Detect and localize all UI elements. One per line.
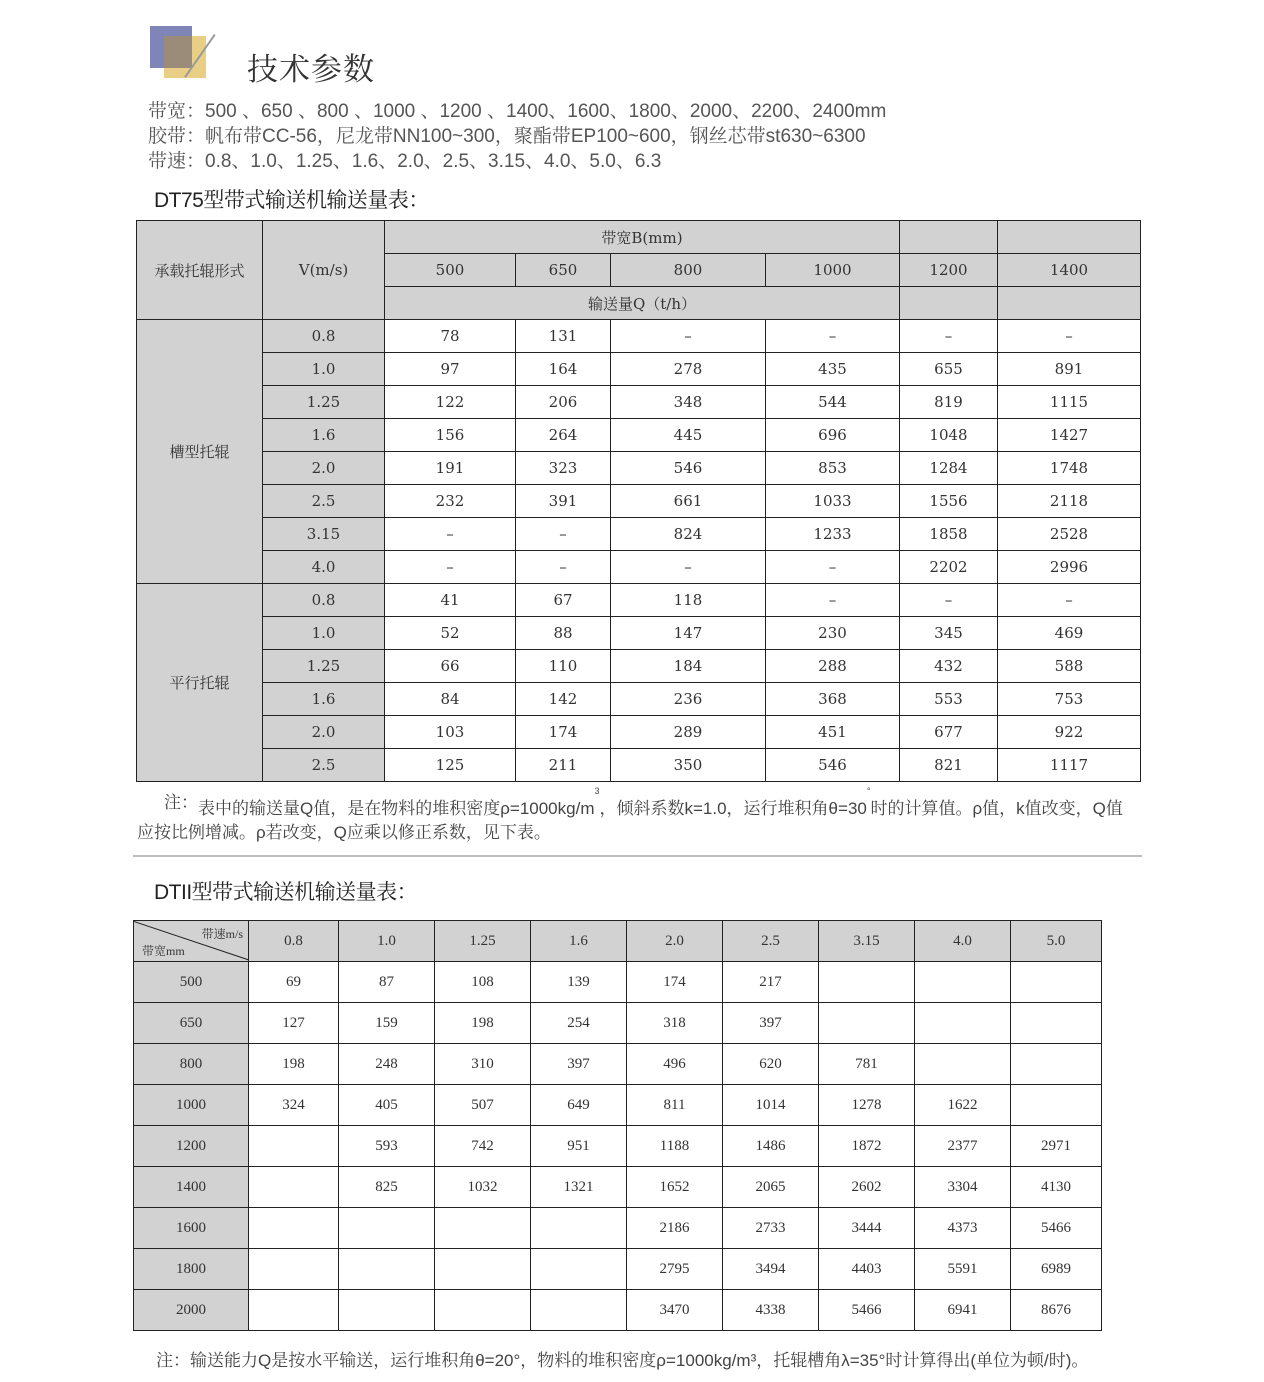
capacity-cell: 1748 bbox=[998, 452, 1141, 485]
table-row bbox=[137, 485, 1141, 518]
capacity-cell: – bbox=[900, 584, 998, 617]
header-speed-0.8: 0.8 bbox=[249, 921, 339, 962]
capacity-cell bbox=[339, 1208, 435, 1249]
table-row bbox=[137, 584, 1141, 617]
capacity-cell: 350 bbox=[611, 749, 766, 782]
capacity-cell: 3470 bbox=[627, 1290, 723, 1331]
capacity-cell: 164 bbox=[516, 353, 611, 386]
header-speed-2.0: 2.0 bbox=[627, 921, 723, 962]
dt75-note-line-2: 应按比例增减。ρ若改变，Q应乘以修正系数，见下表。 bbox=[137, 823, 551, 842]
capacity-cell: 4130 bbox=[1011, 1167, 1102, 1208]
capacity-cell: 108 bbox=[435, 962, 531, 1003]
capacity-cell: 742 bbox=[435, 1126, 531, 1167]
capacity-cell bbox=[1011, 962, 1102, 1003]
corner-width-label: 带宽mm bbox=[142, 944, 185, 958]
header-capacity-q: 输送量Q（t/h） bbox=[385, 287, 900, 320]
capacity-cell: 405 bbox=[339, 1085, 435, 1126]
capacity-cell: 289 bbox=[611, 716, 766, 749]
capacity-cell bbox=[531, 1290, 627, 1331]
table-row bbox=[134, 1249, 1102, 1290]
capacity-cell: 5466 bbox=[1011, 1208, 1102, 1249]
table-row bbox=[134, 1003, 1102, 1044]
table-row bbox=[137, 386, 1141, 419]
capacity-cell: 184 bbox=[611, 650, 766, 683]
capacity-cell: 445 bbox=[611, 419, 766, 452]
capacity-cell: 254 bbox=[531, 1003, 627, 1044]
capacity-cell bbox=[435, 1249, 531, 1290]
speed-cell: 0.8 bbox=[263, 320, 385, 353]
table-row bbox=[137, 617, 1141, 650]
dt75-note-sup-1: 3 bbox=[594, 786, 600, 796]
dtii-note: 注：输送能力Q是按水平输送，运行堆积角θ=20°，物料的堆积密度ρ=1000kg/m³，托辊槽角λ=35°时计算得出(单位为顿/时)。 bbox=[156, 1351, 1089, 1370]
header-empty-cell bbox=[900, 221, 998, 254]
capacity-cell bbox=[819, 1003, 915, 1044]
dt75-table-body bbox=[137, 221, 1141, 782]
capacity-cell bbox=[915, 1003, 1011, 1044]
capacity-cell: 8676 bbox=[1011, 1290, 1102, 1331]
capacity-cell: 391 bbox=[516, 485, 611, 518]
speed-cell: 1.25 bbox=[263, 386, 385, 419]
capacity-cell bbox=[531, 1208, 627, 1249]
capacity-cell: 2528 bbox=[998, 518, 1141, 551]
capacity-cell bbox=[249, 1126, 339, 1167]
table-row bbox=[134, 1208, 1102, 1249]
dt75-table-title: DT75型带式输送机输送量表： bbox=[154, 189, 429, 212]
capacity-cell: 103 bbox=[385, 716, 516, 749]
belt-width-cell: 2000 bbox=[134, 1290, 249, 1331]
capacity-cell: 2733 bbox=[723, 1208, 819, 1249]
capacity-cell: 507 bbox=[435, 1085, 531, 1126]
capacity-cell: 397 bbox=[531, 1044, 627, 1085]
capacity-cell: 451 bbox=[766, 716, 900, 749]
capacity-cell: 174 bbox=[516, 716, 611, 749]
header-width-1400: 1400 bbox=[998, 254, 1141, 287]
capacity-cell bbox=[435, 1290, 531, 1331]
belt-width-cell: 1400 bbox=[134, 1167, 249, 1208]
speed-cell: 1.0 bbox=[263, 353, 385, 386]
capacity-cell bbox=[249, 1167, 339, 1208]
capacity-cell: 753 bbox=[998, 683, 1141, 716]
capacity-cell: – bbox=[766, 551, 900, 584]
capacity-cell: 1858 bbox=[900, 518, 998, 551]
capacity-cell: 1321 bbox=[531, 1167, 627, 1208]
capacity-cell: 78 bbox=[385, 320, 516, 353]
capacity-cell: 853 bbox=[766, 452, 900, 485]
capacity-cell bbox=[1011, 1085, 1102, 1126]
corner-header-cell bbox=[134, 921, 249, 962]
table-row bbox=[137, 716, 1141, 749]
capacity-cell: 236 bbox=[611, 683, 766, 716]
capacity-cell: 217 bbox=[723, 962, 819, 1003]
roller-type-cell: 槽型托辊 bbox=[137, 320, 263, 584]
table-row bbox=[137, 452, 1141, 485]
capacity-cell: – bbox=[385, 551, 516, 584]
capacity-cell: 496 bbox=[627, 1044, 723, 1085]
capacity-cell: 4338 bbox=[723, 1290, 819, 1331]
capacity-cell: 1033 bbox=[766, 485, 900, 518]
capacity-cell: – bbox=[385, 518, 516, 551]
capacity-cell: 4403 bbox=[819, 1249, 915, 1290]
capacity-cell: 1652 bbox=[627, 1167, 723, 1208]
header-speed-5.0: 5.0 bbox=[1011, 921, 1102, 962]
capacity-cell: 6989 bbox=[1011, 1249, 1102, 1290]
dt75-note-label: 注： bbox=[164, 793, 198, 812]
capacity-cell: 435 bbox=[766, 353, 900, 386]
capacity-cell: 825 bbox=[339, 1167, 435, 1208]
dtii-header-row bbox=[134, 921, 1102, 962]
capacity-cell: 97 bbox=[385, 353, 516, 386]
dt75-capacity-table bbox=[136, 220, 1141, 782]
capacity-cell: 819 bbox=[900, 386, 998, 419]
capacity-cell: 2602 bbox=[819, 1167, 915, 1208]
capacity-cell: 469 bbox=[998, 617, 1141, 650]
capacity-cell: 2996 bbox=[998, 551, 1141, 584]
table-row bbox=[134, 1126, 1102, 1167]
capacity-cell: 69 bbox=[249, 962, 339, 1003]
capacity-cell: 432 bbox=[900, 650, 998, 683]
capacity-cell: 1233 bbox=[766, 518, 900, 551]
header-empty-cell bbox=[998, 287, 1141, 320]
header-speed-1.6: 1.6 bbox=[531, 921, 627, 962]
capacity-cell: 4373 bbox=[915, 1208, 1011, 1249]
capacity-cell: 198 bbox=[435, 1003, 531, 1044]
capacity-cell: 198 bbox=[249, 1044, 339, 1085]
capacity-cell: 824 bbox=[611, 518, 766, 551]
capacity-cell: – bbox=[611, 551, 766, 584]
capacity-cell bbox=[339, 1290, 435, 1331]
capacity-cell: 588 bbox=[998, 650, 1141, 683]
capacity-cell: 6941 bbox=[915, 1290, 1011, 1331]
capacity-cell: 1278 bbox=[819, 1085, 915, 1126]
capacity-cell: 1486 bbox=[723, 1126, 819, 1167]
speed-cell: 2.5 bbox=[263, 749, 385, 782]
capacity-cell: – bbox=[998, 320, 1141, 353]
spec-belt-speed: 带速：0.8、1.0、1.25、1.6、2.0、2.5、3.15、4.0、5.0、6.3 bbox=[148, 151, 662, 172]
header-width-650: 650 bbox=[516, 254, 611, 287]
capacity-cell bbox=[249, 1208, 339, 1249]
section-divider bbox=[133, 855, 1142, 857]
capacity-cell: 156 bbox=[385, 419, 516, 452]
capacity-cell: 1032 bbox=[435, 1167, 531, 1208]
capacity-cell: 174 bbox=[627, 962, 723, 1003]
table-row bbox=[137, 650, 1141, 683]
capacity-cell: – bbox=[998, 584, 1141, 617]
capacity-cell: 345 bbox=[900, 617, 998, 650]
capacity-cell: – bbox=[516, 518, 611, 551]
corner-speed-label: 带速m/s bbox=[201, 927, 243, 941]
capacity-cell: 397 bbox=[723, 1003, 819, 1044]
capacity-cell: 1117 bbox=[998, 749, 1141, 782]
capacity-cell: 211 bbox=[516, 749, 611, 782]
capacity-cell: 318 bbox=[627, 1003, 723, 1044]
header-empty-cell bbox=[998, 221, 1141, 254]
capacity-cell bbox=[1011, 1044, 1102, 1085]
spec-belt-width: 带宽：500 、650 、800 、1000 、1200 、1400、1600、1800、2000、2200、2400mm bbox=[148, 101, 887, 122]
belt-width-cell: 650 bbox=[134, 1003, 249, 1044]
capacity-cell: 310 bbox=[435, 1044, 531, 1085]
capacity-cell: 264 bbox=[516, 419, 611, 452]
capacity-cell: 811 bbox=[627, 1085, 723, 1126]
dt75-header-row-1 bbox=[137, 221, 1141, 254]
table-row bbox=[137, 683, 1141, 716]
capacity-cell: 230 bbox=[766, 617, 900, 650]
speed-cell: 3.15 bbox=[263, 518, 385, 551]
capacity-cell: – bbox=[611, 320, 766, 353]
capacity-cell: 3304 bbox=[915, 1167, 1011, 1208]
header-width-1000: 1000 bbox=[766, 254, 900, 287]
belt-width-cell: 1800 bbox=[134, 1249, 249, 1290]
capacity-cell: 1188 bbox=[627, 1126, 723, 1167]
capacity-cell: 147 bbox=[611, 617, 766, 650]
dt75-note-text-2: ，倾斜系数k=1.0，运行堆积角θ=30 bbox=[599, 799, 867, 818]
capacity-cell: 922 bbox=[998, 716, 1141, 749]
capacity-cell: 593 bbox=[339, 1126, 435, 1167]
speed-cell: 1.6 bbox=[263, 419, 385, 452]
capacity-cell: – bbox=[900, 320, 998, 353]
capacity-cell: 139 bbox=[531, 962, 627, 1003]
capacity-cell: 5591 bbox=[915, 1249, 1011, 1290]
capacity-cell: 2202 bbox=[900, 551, 998, 584]
capacity-cell: 88 bbox=[516, 617, 611, 650]
table-row bbox=[137, 320, 1141, 353]
header-speed-3.15: 3.15 bbox=[819, 921, 915, 962]
table-row bbox=[137, 749, 1141, 782]
header-width-800: 800 bbox=[611, 254, 766, 287]
dt75-note-text-1: 表中的输送量Q值，是在物料的堆积密度ρ=1000kg/m bbox=[198, 799, 595, 818]
capacity-cell: 323 bbox=[516, 452, 611, 485]
capacity-cell bbox=[1011, 1003, 1102, 1044]
capacity-cell: 649 bbox=[531, 1085, 627, 1126]
capacity-cell: 1556 bbox=[900, 485, 998, 518]
capacity-cell: 677 bbox=[900, 716, 998, 749]
capacity-cell bbox=[915, 962, 1011, 1003]
capacity-cell: 821 bbox=[900, 749, 998, 782]
capacity-cell: 781 bbox=[819, 1044, 915, 1085]
capacity-cell bbox=[819, 962, 915, 1003]
header-roller-form: 承载托辊形式 bbox=[137, 221, 263, 320]
capacity-cell: 546 bbox=[611, 452, 766, 485]
capacity-cell: 67 bbox=[516, 584, 611, 617]
dtii-capacity-table bbox=[133, 920, 1102, 1331]
capacity-cell: 206 bbox=[516, 386, 611, 419]
speed-cell: 2.0 bbox=[263, 452, 385, 485]
belt-width-cell: 1200 bbox=[134, 1126, 249, 1167]
dt75-note-text-3: 时的计算值。ρ值，k值改变，Q值 bbox=[870, 799, 1123, 818]
page-title: 技术参数 bbox=[247, 52, 375, 88]
table-row bbox=[137, 551, 1141, 584]
capacity-cell: 1622 bbox=[915, 1085, 1011, 1126]
capacity-cell: 84 bbox=[385, 683, 516, 716]
capacity-cell: 2186 bbox=[627, 1208, 723, 1249]
speed-cell: 1.6 bbox=[263, 683, 385, 716]
capacity-cell: 368 bbox=[766, 683, 900, 716]
capacity-cell: 2377 bbox=[915, 1126, 1011, 1167]
capacity-cell: 1115 bbox=[998, 386, 1141, 419]
header-speed-1.25: 1.25 bbox=[435, 921, 531, 962]
header-belt-width: 带宽B(mm) bbox=[385, 221, 900, 254]
capacity-cell bbox=[249, 1290, 339, 1331]
header-speed-2.5: 2.5 bbox=[723, 921, 819, 962]
header-speed-4.0: 4.0 bbox=[915, 921, 1011, 962]
belt-width-cell: 800 bbox=[134, 1044, 249, 1085]
capacity-cell: 191 bbox=[385, 452, 516, 485]
capacity-cell: 127 bbox=[249, 1003, 339, 1044]
roller-type-cell: 平行托辊 bbox=[137, 584, 263, 782]
header-speed: V(m/s) bbox=[263, 221, 385, 320]
capacity-cell: 288 bbox=[766, 650, 900, 683]
capacity-cell: 546 bbox=[766, 749, 900, 782]
capacity-cell: 2065 bbox=[723, 1167, 819, 1208]
capacity-cell: 66 bbox=[385, 650, 516, 683]
capacity-cell: 2118 bbox=[998, 485, 1141, 518]
table-row bbox=[134, 1167, 1102, 1208]
capacity-cell: 348 bbox=[611, 386, 766, 419]
capacity-cell: 5466 bbox=[819, 1290, 915, 1331]
table-row bbox=[134, 1290, 1102, 1331]
capacity-cell: – bbox=[766, 584, 900, 617]
dt75-note-sup-2: ° bbox=[866, 786, 871, 796]
capacity-cell: 122 bbox=[385, 386, 516, 419]
capacity-cell: 661 bbox=[611, 485, 766, 518]
capacity-cell: 891 bbox=[998, 353, 1141, 386]
capacity-cell: 620 bbox=[723, 1044, 819, 1085]
capacity-cell: – bbox=[766, 320, 900, 353]
capacity-cell bbox=[249, 1249, 339, 1290]
capacity-cell: 87 bbox=[339, 962, 435, 1003]
capacity-cell: 1284 bbox=[900, 452, 998, 485]
speed-cell: 1.0 bbox=[263, 617, 385, 650]
capacity-cell: 3444 bbox=[819, 1208, 915, 1249]
table-row bbox=[137, 353, 1141, 386]
capacity-cell bbox=[531, 1249, 627, 1290]
speed-cell: 1.25 bbox=[263, 650, 385, 683]
belt-width-cell: 1000 bbox=[134, 1085, 249, 1126]
speed-cell: 4.0 bbox=[263, 551, 385, 584]
capacity-cell: 696 bbox=[766, 419, 900, 452]
speed-cell: 0.8 bbox=[263, 584, 385, 617]
dt75-note bbox=[164, 786, 1123, 818]
dtii-table-body bbox=[134, 921, 1102, 1331]
logo-square-overlap bbox=[164, 36, 192, 68]
table-row bbox=[134, 1085, 1102, 1126]
capacity-cell: 278 bbox=[611, 353, 766, 386]
capacity-cell: 2795 bbox=[627, 1249, 723, 1290]
capacity-cell: 544 bbox=[766, 386, 900, 419]
dtii-table-title: DTII型带式输送机输送量表： bbox=[154, 881, 418, 904]
capacity-cell: 41 bbox=[385, 584, 516, 617]
table-row bbox=[137, 419, 1141, 452]
capacity-cell: 2971 bbox=[1011, 1126, 1102, 1167]
capacity-cell: 232 bbox=[385, 485, 516, 518]
spec-belt-type: 胶带：帆布带CC-56，尼龙带NN100~300，聚酯带EP100~600，钢丝芯带st630~6300 bbox=[148, 126, 866, 147]
capacity-cell bbox=[435, 1208, 531, 1249]
capacity-cell bbox=[915, 1044, 1011, 1085]
header-empty-cell bbox=[900, 287, 998, 320]
capacity-cell: 159 bbox=[339, 1003, 435, 1044]
belt-width-cell: 500 bbox=[134, 962, 249, 1003]
capacity-cell: 655 bbox=[900, 353, 998, 386]
speed-cell: 2.0 bbox=[263, 716, 385, 749]
capacity-cell: 951 bbox=[531, 1126, 627, 1167]
header-width-1200: 1200 bbox=[900, 254, 998, 287]
capacity-cell: 553 bbox=[900, 683, 998, 716]
header-width-500: 500 bbox=[385, 254, 516, 287]
speed-cell: 2.5 bbox=[263, 485, 385, 518]
table-row bbox=[134, 1044, 1102, 1085]
table-row bbox=[137, 518, 1141, 551]
capacity-cell: – bbox=[516, 551, 611, 584]
capacity-cell: 1427 bbox=[998, 419, 1141, 452]
capacity-cell: 142 bbox=[516, 683, 611, 716]
capacity-cell: 1872 bbox=[819, 1126, 915, 1167]
capacity-cell: 125 bbox=[385, 749, 516, 782]
capacity-cell: 3494 bbox=[723, 1249, 819, 1290]
capacity-cell: 110 bbox=[516, 650, 611, 683]
capacity-cell: 248 bbox=[339, 1044, 435, 1085]
capacity-cell bbox=[339, 1249, 435, 1290]
capacity-cell: 1014 bbox=[723, 1085, 819, 1126]
header-speed-1.0: 1.0 bbox=[339, 921, 435, 962]
belt-width-cell: 1600 bbox=[134, 1208, 249, 1249]
capacity-cell: 52 bbox=[385, 617, 516, 650]
table-row bbox=[134, 962, 1102, 1003]
capacity-cell: 118 bbox=[611, 584, 766, 617]
capacity-cell: 131 bbox=[516, 320, 611, 353]
capacity-cell: 1048 bbox=[900, 419, 998, 452]
capacity-cell: 324 bbox=[249, 1085, 339, 1126]
